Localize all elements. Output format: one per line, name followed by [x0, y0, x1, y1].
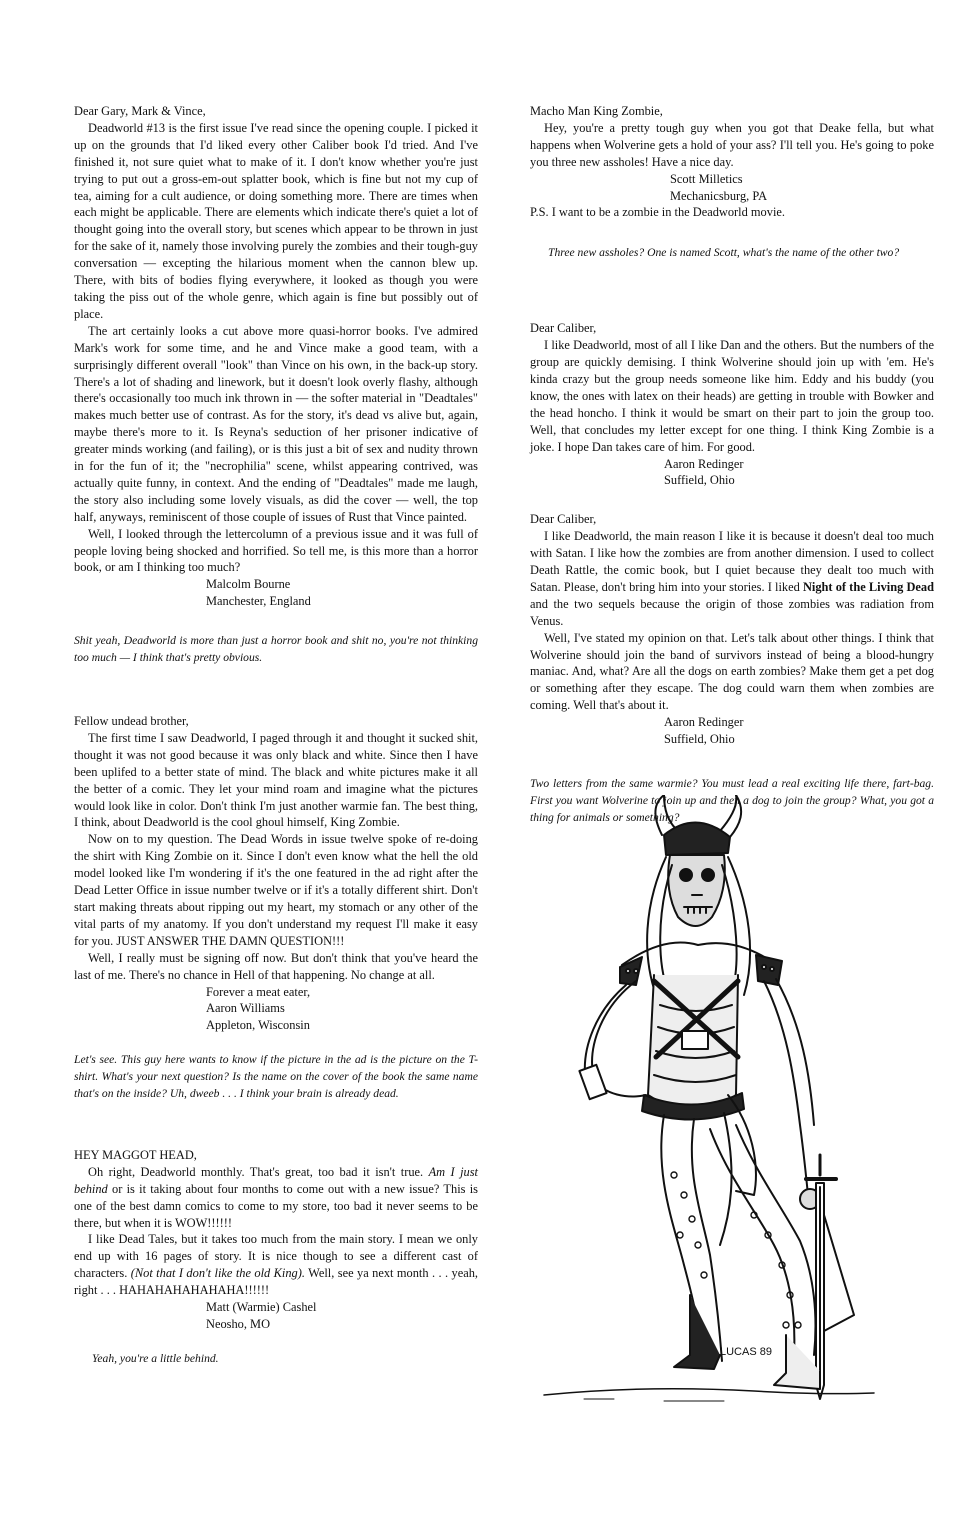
editor-reply: Two letters from the same warmie? You must lead a real exciting life there, fart-bag. First you want Wolverine to join up and then a dog to join the group? What, you got a thing for animals or something?	[530, 777, 934, 824]
zombie-illustration-icon	[524, 795, 894, 1405]
signature-name: Aaron Williams	[206, 1001, 285, 1016]
letter-paragraph: Oh right, Deadworld monthly. That's great, too bad it isn't true. Am I just behind or is it taking about four months to come out with a new issue? This is one of the best damn comics to come to my store, too bad it never seems to be there, but when it is WOW!!!!!!	[74, 1164, 478, 1230]
letter-paragraph: Now on to my question. The Dead Words in issue twelve spoke of re-doing the shirt with King Zombie on it. Since I don't even know what the hell the old model looked like I'm wondering if it's the one featured in the ad right after the Dead Letter Office in issue number twelve or if it's a totally different shirt. Don't start making threats about ripping out my heart, my stomach or any other of the vital parts of my anatomy. If you don't understand my request I'll make it easy for you. JUST ANSWER THE DAMN QUESTION!!!	[74, 832, 478, 948]
signature-name: Matt (Warmie) Cashel	[206, 1300, 317, 1315]
left-column	[74, 103, 478, 1368]
signature-location: Suffield, Ohio	[664, 473, 735, 488]
signature-location: Mechanicsburg, PA	[670, 188, 768, 203]
zombie-viking-illustration	[524, 795, 894, 1405]
signature-name: Aaron Redinger	[664, 715, 744, 730]
postscript: P.S. I want to be a zombie in the Deadworld movie.	[530, 205, 785, 220]
letter-paragraph: The art certainly looks a cut above more quasi-horror books. I've admired Mark's work for some time, and he and Vince make a good team, with a surprisingly different overall "look" than Vince on his own, in the back-up story. There's a lot of shading and linework, but it doesn't look overly flashy, although there's occasionally too much ink thrown in — the softer material in "Deadtales" makes much better use of contrast. As for the story, it's dead vs alive but, again, maybe there's more to it. Is Reyna's seduction of her prisoner indicative of greater minds working (and failing), or is this just a bit of sex and nudity thrown in for the fun of it; the "necrophilia" scene, whilst appearing contrived, was actually quite funny, in context. And the ending of "Deadtales" made me laugh, the story also including some lovely visuals, as did the cover — well, the top half, anyways, reminiscent of those couple of issues of Rust that Vince painted.	[74, 323, 478, 524]
right-column	[530, 103, 934, 827]
salutation: Dear Gary, Mark & Vince,	[74, 104, 206, 118]
letter-paragraph: The first time I saw Deadworld, I paged through it and thought it sucked shit, thought it was not good because it was only black and white. Since then I have been uplifed to a better state of mind. The black and white pictures make it all the better of a comic. They let your mind roam and imagine what the pictures would look like in color. Don't think I'm just another warmie fan. The best thing, I think, about Deadworld is the cool ghoul himself, King Zombie.	[74, 730, 478, 830]
letter-cashel	[74, 1147, 478, 1368]
letter-redinger-1	[530, 320, 934, 489]
letter-paragraph: Deadworld #13 is the first issue I've read since the opening couple. I picked it up on the grounds that I'd liked every other Caliber book I'd tried. And I've finished it, not sure quiet what to make of it. I don't know whether you're just trying to put out a gross-em-out splatter book, which is fine but not my cup of tea, aiming for a cult audience, or doing something more. There are times when each might be applicable. There are elements which indicate there's quiet a lot of thought going into the overall story, but scenes which appear to be thrown in just for the sake of it, namely those involving purely the zombies and their tough-guy conversation — excepting the hilarious moment when the cannon blew up. There, with bits of bodies flying everywhere, it looked as though you were taking the piss out of the whole genre, which again is fine but possibly out of place.	[74, 120, 478, 321]
signature-location: Appleton, Wisconsin	[206, 1018, 310, 1033]
signature-location: Suffield, Ohio	[664, 732, 735, 747]
signature-name: Scott Milletics	[670, 171, 743, 186]
editor-reply: Let's see. This guy here wants to know if the picture in the ad is the picture on the T-shirt. What's your next question? Is the name on the cover of the book the same name that's on the inside? Uh, dweeb . . . I think your brain is already dead.	[74, 1053, 478, 1101]
artist-signature: LUCAS 89	[720, 1346, 772, 1358]
signature-name: Malcolm Bourne	[206, 577, 291, 592]
letter-paragraph: Hey, you're a pretty tough guy when you got that Deake fella, but what happens when Wolverine gets a hold of your ass? I'll tell you. He's going to poke you three new assholes! Have a nice day.	[530, 120, 934, 169]
salutation: HEY MAGGOT HEAD,	[74, 1147, 197, 1162]
letter-williams	[74, 713, 478, 1103]
letter-paragraph: Well, I really must be signing off now. But don't think that you've heard the last of me. There's no chance in Hell of that happening. No change at all.	[74, 950, 478, 982]
letter-redinger-2	[530, 511, 934, 826]
letter-bourne	[74, 103, 478, 667]
letter-milletics	[530, 103, 934, 262]
signature-location: Neosho, MO	[206, 1317, 271, 1331]
letter-paragraph: I like Deadworld, most of all I like Dan and the others. But the numbers of the group are quickly demising. I think Wolverine should join up with 'em. He's kinda crazy but the group needs someone like him. Eddy and his buddy (you know, the ones with latex on their heads) are getting in trouble with Bowker and the head honcho. I think it would be smart on their part to join the group too. Well, that concludes my letter except for one thing. I think King Zombie is a joke. I hope Dan takes care of him. For good.	[530, 338, 934, 454]
signature-closing: Forever a meat eater,	[206, 984, 311, 999]
salutation: Dear Caliber,	[530, 321, 597, 336]
signature-location: Manchester, England	[206, 594, 311, 609]
letter-paragraph: Well, I've stated my opinion on that. Let's talk about other things. I think that Wolverine should join the band of survivors instead of being a blood-hungry maniac. And, what? Are all the dogs on earth zombies? Make them get a pet dog or something after they escape. The dog could warn them when zombies are coming. Well that's about it.	[530, 630, 934, 713]
signature-name: Aaron Redinger	[664, 456, 744, 471]
editor-reply: Three new assholes? One is named Scott, what's the name of the other two?	[548, 246, 900, 260]
letter-paragraph: I like Deadworld, the main reason I like it is because it doesn't deal too much with Satan. I like how the zombies are from another dimension. I used to collect Death Rattle, the comic book, but I quiet because they dealt too much with Satan. Please, don't bring him into your stories. I liked Night of the Living Dead and the two sequels because the origin of those zombies was radiation from Venus.	[530, 529, 934, 628]
salutation: Fellow undead brother,	[74, 714, 189, 728]
salutation: Macho Man King Zombie,	[530, 104, 663, 118]
letter-paragraph: I like Dead Tales, but it takes too much from the main story. I mean we only end up with 16 pages of story. It is nice though to see a different cast of characters. (Not that I don't like the old King). Well, see ya next month . . . yeah, right . . . HAHAHAHAHAHAHA!!!!!!	[74, 1232, 479, 1298]
editor-reply: Shit yeah, Deadworld is more than just a horror book and shit no, you're not thinking too much — I think that's pretty obvious.	[74, 634, 478, 665]
salutation: Dear Caliber,	[530, 512, 597, 527]
editor-reply: Yeah, you're a little behind.	[92, 1351, 219, 1365]
letter-paragraph: Well, I looked through the lettercolumn of a previous issue and it was full of people loving being shocked and horrified. So tell me, is this more than a horror book, or am I thinking too much?	[74, 526, 478, 575]
